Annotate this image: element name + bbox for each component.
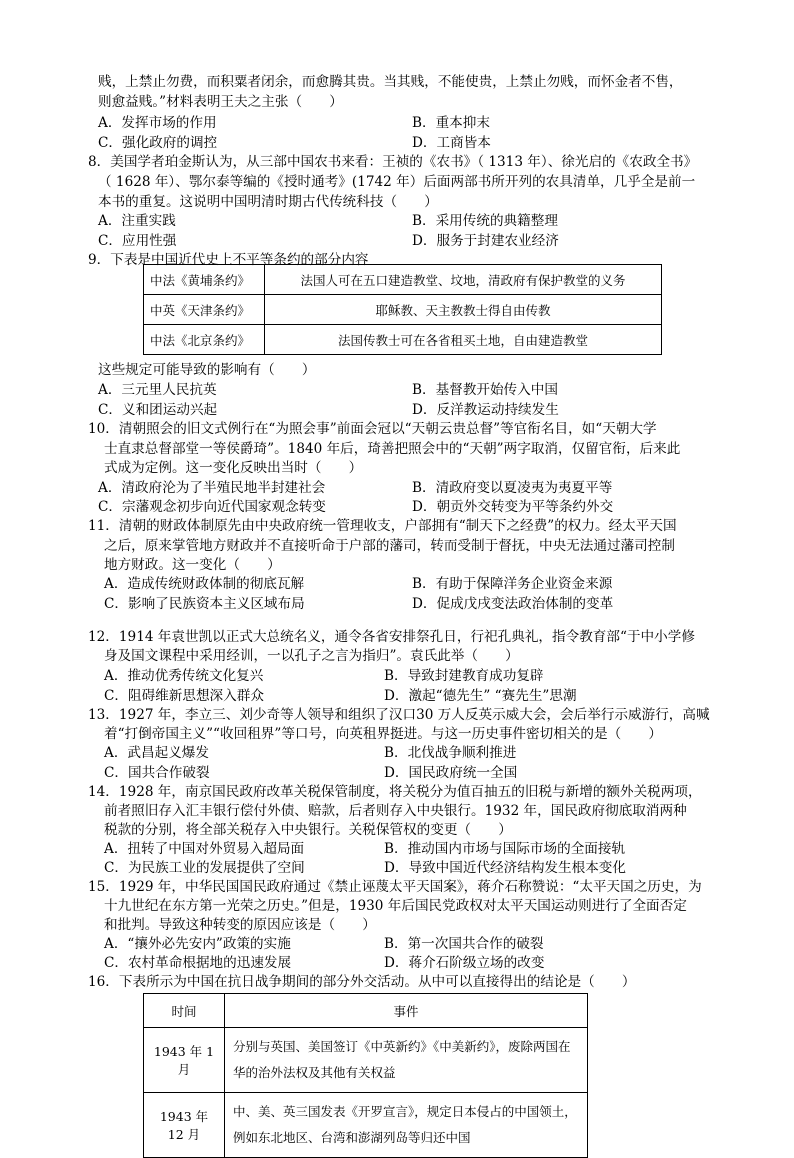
q7-option-c: C．强化政府的调控 <box>98 135 218 151</box>
q13-option-b: B．北伐战争顺利推进 <box>384 745 517 761</box>
q11-option-c: C．影响了民族资本主义区域布局 <box>104 596 305 612</box>
event-desc <box>225 1028 588 1093</box>
q15-line2: 十九世纪在东方第一光荣之历史。”但是，1930 年后国民党政权对太平天国运动则进行了全面否定 <box>104 898 687 914</box>
q13-option-c: C．国共合作破裂 <box>104 765 210 781</box>
q9-option-c: C．义和团运动兴起 <box>98 402 218 418</box>
event-desc-line2: 例如东北地区、台湾和澎湖列岛等归还中国 <box>233 1130 471 1145</box>
q12-line2: 身及国文课程中采用经训，一以孔子之言为指归”。袁氏此举（ ） <box>104 648 519 664</box>
q14-line3: 税款的分别，将全部关税存入中央银行。关税保管权的变更（ ） <box>104 822 512 838</box>
event-time: 1943 年12 月 <box>144 1093 225 1158</box>
table-row <box>144 325 662 355</box>
q8-line3: 本书的重复。这说明中国明清时期古代传统科技（ ） <box>98 194 438 210</box>
q10-line2: 士直隶总督部堂一等侯爵琦”。1840 年后，琦善把照会中的“天朝”两字取消，仅留官衔，后来此 <box>104 441 681 457</box>
header-event: 事件 <box>225 994 588 1028</box>
q7-option-b: B．重本抑末 <box>412 115 490 131</box>
treaty-name: 中法《黄埔条约》 <box>144 265 265 295</box>
event-time: 1943 年 1 月 <box>144 1028 225 1093</box>
q7-option-a: A．发挥市场的作用 <box>98 115 217 131</box>
q14-line2: 前者照旧存入汇丰银行偿付外债、赔款，后者则存入中央银行。1932 年，国民政府彻底取消两种 <box>104 803 687 819</box>
q8-option-d: D．服务于封建农业经济 <box>412 233 559 249</box>
treaty-content: 耶稣教、天主教教士得自由传教 <box>265 295 662 325</box>
event-desc-line2: 华的治外法权及其他有关权益 <box>233 1065 396 1080</box>
q8-option-b: B．采用传统的典籍整理 <box>412 213 558 229</box>
q13-line1: 13．1927 年，李立三、刘少奇等人领导和组织了汉口30 万人反英示威大会，会后举行示威游行，高喊 <box>88 707 710 723</box>
q11-line2: 之后，原来掌管地方财政并不直接听命于户部的藩司，转而受制于督抚，中央无法通过藩司控制 <box>104 538 675 554</box>
q14-line1: 14．1928 年，南京国民政府改革关税保管制度，将关税分为值百抽五的旧税与新增的额外关税两项， <box>88 784 702 800</box>
table-header-row <box>144 994 588 1028</box>
treaty-content: 法国传教士可在各省租买土地，自由建造教堂 <box>265 325 662 355</box>
q14-option-c: C．为民族工业的发展提供了空间 <box>104 860 305 876</box>
q15-option-b: B．第一次国共合作的破裂 <box>384 936 544 952</box>
table-row <box>144 265 662 295</box>
q11-line3: 地方财政。这一变化（ ） <box>104 557 281 573</box>
q9-option-b: B．基督教开始传入中国 <box>412 382 558 398</box>
q13-option-a: A．武昌起义爆发 <box>104 745 209 761</box>
q10-option-a: A．清政府沦为了半殖民地半封建社会 <box>98 480 326 496</box>
q16-diplomacy-table <box>143 993 588 1158</box>
q14-option-a: A．扭转了中国对外贸易入超局面 <box>104 841 305 857</box>
q13-line2: 着“打倒帝国主义”“收回租界”等口号，向英租界挺进。与这一历史事件密切相关的是（ ） <box>104 726 662 742</box>
q10-option-b: B．清政府变以夏凌夷为夷夏平等 <box>412 480 613 496</box>
q11-option-b: B．有助于保障洋务企业资金来源 <box>412 576 613 592</box>
event-desc <box>225 1093 588 1158</box>
q8-option-a: A．注重实践 <box>98 213 176 229</box>
q12-option-a: A．推动优秀传统文化复兴 <box>104 668 264 684</box>
q12-option-d: D．激起“德先生” “赛先生”思潮 <box>384 688 577 704</box>
treaty-name: 中法《北京条约》 <box>144 325 265 355</box>
q7-line2: 则愈益贱。”材料表明王夫之主张（ ） <box>98 94 343 110</box>
q15-option-d: D．蒋介石阶级立场的改变 <box>384 955 545 971</box>
q9-stem: 9．下表是中国近代史上不平等条约的部分内容 <box>88 252 369 268</box>
q11-line1: 11．清朝的财政体制原先由中央政府统一管理收支，户部拥有“制天下之经费”的权力。经太平天国 <box>88 518 677 534</box>
treaty-name: 中英《天津条约》 <box>144 295 265 325</box>
q13-option-d: D．国民政府统一全国 <box>384 765 518 781</box>
table-row <box>144 1093 588 1158</box>
q7-line1: 贱，上禁止勿费，而积粟者闭余，而愈腾其贵。当其贱，不能使贵，上禁止勿贱，而怀金者不售， <box>98 74 683 90</box>
q15-option-c: C．农村革命根据地的迅速发展 <box>104 955 292 971</box>
q11-option-d: D．促成戊戌变法政治体制的变革 <box>412 596 614 612</box>
table-row <box>144 295 662 325</box>
q12-line1: 12．1914 年袁世凯以正式大总统名义，通令各省安排祭孔日，行祀孔典礼，指令教育部“于中小学修 <box>88 629 695 645</box>
q14-option-b: B．推动国内市场与国际市场的全面接轨 <box>384 841 626 857</box>
q11-option-a: A．造成传统财政体制的彻底瓦解 <box>104 576 305 592</box>
q7-option-d: D．工商皆本 <box>412 135 491 151</box>
q8-line1: 8．美国学者珀金斯认为，从三部中国农书来看：王祯的《农书》（ 1313 年）、徐光启的《农政全书》 <box>88 154 698 170</box>
q15-option-a: A．“攘外必先安内”政策的实施 <box>104 936 291 952</box>
q16-stem: 16．下表所示为中国在抗日战争期间的部分外交活动。从中可以直接得出的结论是（ ） <box>88 974 636 990</box>
q12-option-c: C．阻碍维新思想深入群众 <box>104 688 264 704</box>
header-time: 时间 <box>144 994 225 1028</box>
q9-treaty-table <box>143 264 662 355</box>
treaty-content: 法国人可在五口建造教堂、坟地，清政府有保护教堂的义务 <box>265 265 662 295</box>
q10-option-c: C．宗藩观念初步向近代国家观念转变 <box>98 499 326 515</box>
q10-option-d: D．朝贡外交转变为平等条约外交 <box>412 499 614 515</box>
q9-after: 这些规定可能导致的影响有（ ） <box>98 362 316 378</box>
q8-line2: （ 1628 年）、鄂尔泰等编的《授时通考》(1742 年）后面两部书所开列的农具清单，几乎全是前一 <box>98 174 696 190</box>
q8-option-c: C．应用性强 <box>98 233 177 249</box>
event-desc-line1: 分别与英国、美国签订《中英新约》《中美新约》，废除两国在 <box>233 1039 571 1054</box>
q9-option-a: A．三元里人民抗英 <box>98 382 217 398</box>
event-desc-line1: 中、美、英三国发表《开罗宣言》，规定日本侵占的中国领土， <box>233 1104 577 1119</box>
table-row <box>144 1028 588 1093</box>
q10-line3: 式成为定例。这一变化反映出当时（ ） <box>104 460 363 476</box>
q14-option-d: D．导致中国近代经济结构发生根本变化 <box>384 860 626 876</box>
q15-line1: 15．1929 年，中华民国国民政府通过《禁止诬蔑太平天国案》，蒋介石称赞说：“太平天国之历史，为 <box>88 879 702 895</box>
q15-line3: 和批判。导致这种转变的原因应该是（ ） <box>104 917 376 933</box>
q10-line1: 10．清朝照会的旧文式例行在“为照会事”前面会冠以“天朝云贵总督”等官衔名目，如“天朝大学 <box>88 421 657 437</box>
q9-option-d: D．反洋教运动持续发生 <box>412 402 559 418</box>
q12-option-b: B．导致封建教育成功复辟 <box>384 668 544 684</box>
